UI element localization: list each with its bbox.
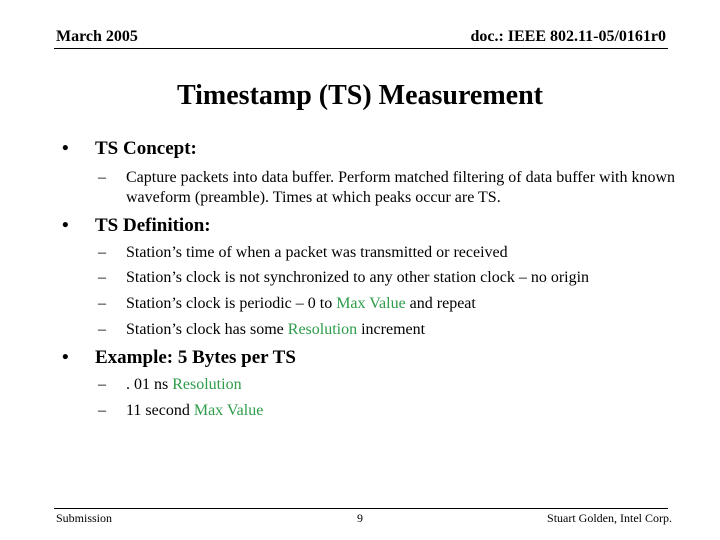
bullet-example <box>62 347 296 369</box>
highlight-term: Max Value <box>336 295 406 312</box>
bullet-ts-definition <box>62 215 211 237</box>
bullet-dot: • <box>62 138 69 159</box>
sub-bullet-text <box>126 294 476 314</box>
bullet-dot: • <box>62 347 69 368</box>
header-divider <box>54 48 668 49</box>
text-segment: 11 second <box>126 402 194 419</box>
sub-bullet-text: Station’s clock is not synchronized to any other station clock – no origin <box>126 269 590 286</box>
highlight-term: Resolution <box>287 321 358 338</box>
bullet-label: Example: 5 Bytes per TS <box>95 347 296 368</box>
slide-title: Timestamp (TS) Measurement <box>176 80 544 111</box>
bullet-dot: • <box>62 215 69 236</box>
footer-page-number: 9 <box>357 511 363 525</box>
bullet-label: TS Concept: <box>95 138 197 159</box>
text-segment: and repeat <box>405 295 476 312</box>
dash-marker: – <box>98 244 106 261</box>
sub-bullet-text: Station’s time of when a packet was transmitted or received <box>126 244 508 261</box>
dash-marker: – <box>98 169 106 186</box>
sub-bullet-text: Capture packets into data buffer. Perform matched filtering of data buffer with known waveform (preamble). Times at which peaks occur are TS. <box>126 169 676 206</box>
text-segment: . 01 ns <box>126 376 173 393</box>
header-date: March 2005 <box>56 28 138 45</box>
text-segment: Station’s clock has some <box>126 321 288 338</box>
text-segment: Station’s clock is periodic – 0 to <box>126 295 337 312</box>
footer-author: Stuart Golden, Intel Corp. <box>547 511 672 525</box>
bullet-label: TS Definition: <box>95 215 211 236</box>
dash-marker: – <box>98 295 106 312</box>
dash-marker: – <box>98 269 106 286</box>
highlight-term: Resolution <box>172 376 242 393</box>
dash-marker: – <box>98 402 106 419</box>
sub-bullet-text <box>126 401 263 421</box>
dash-marker: – <box>98 376 106 393</box>
footer-divider <box>54 508 668 509</box>
highlight-term: Max Value <box>193 402 264 419</box>
footer-submission: Submission <box>56 511 113 525</box>
header-doc-id: doc.: IEEE 802.11-05/0161r0 <box>470 28 666 45</box>
text-segment: increment <box>357 321 426 338</box>
sub-bullet-text <box>126 375 242 395</box>
sub-bullet-text <box>126 320 425 340</box>
bullet-ts-concept <box>62 138 197 160</box>
dash-marker: – <box>98 321 106 338</box>
